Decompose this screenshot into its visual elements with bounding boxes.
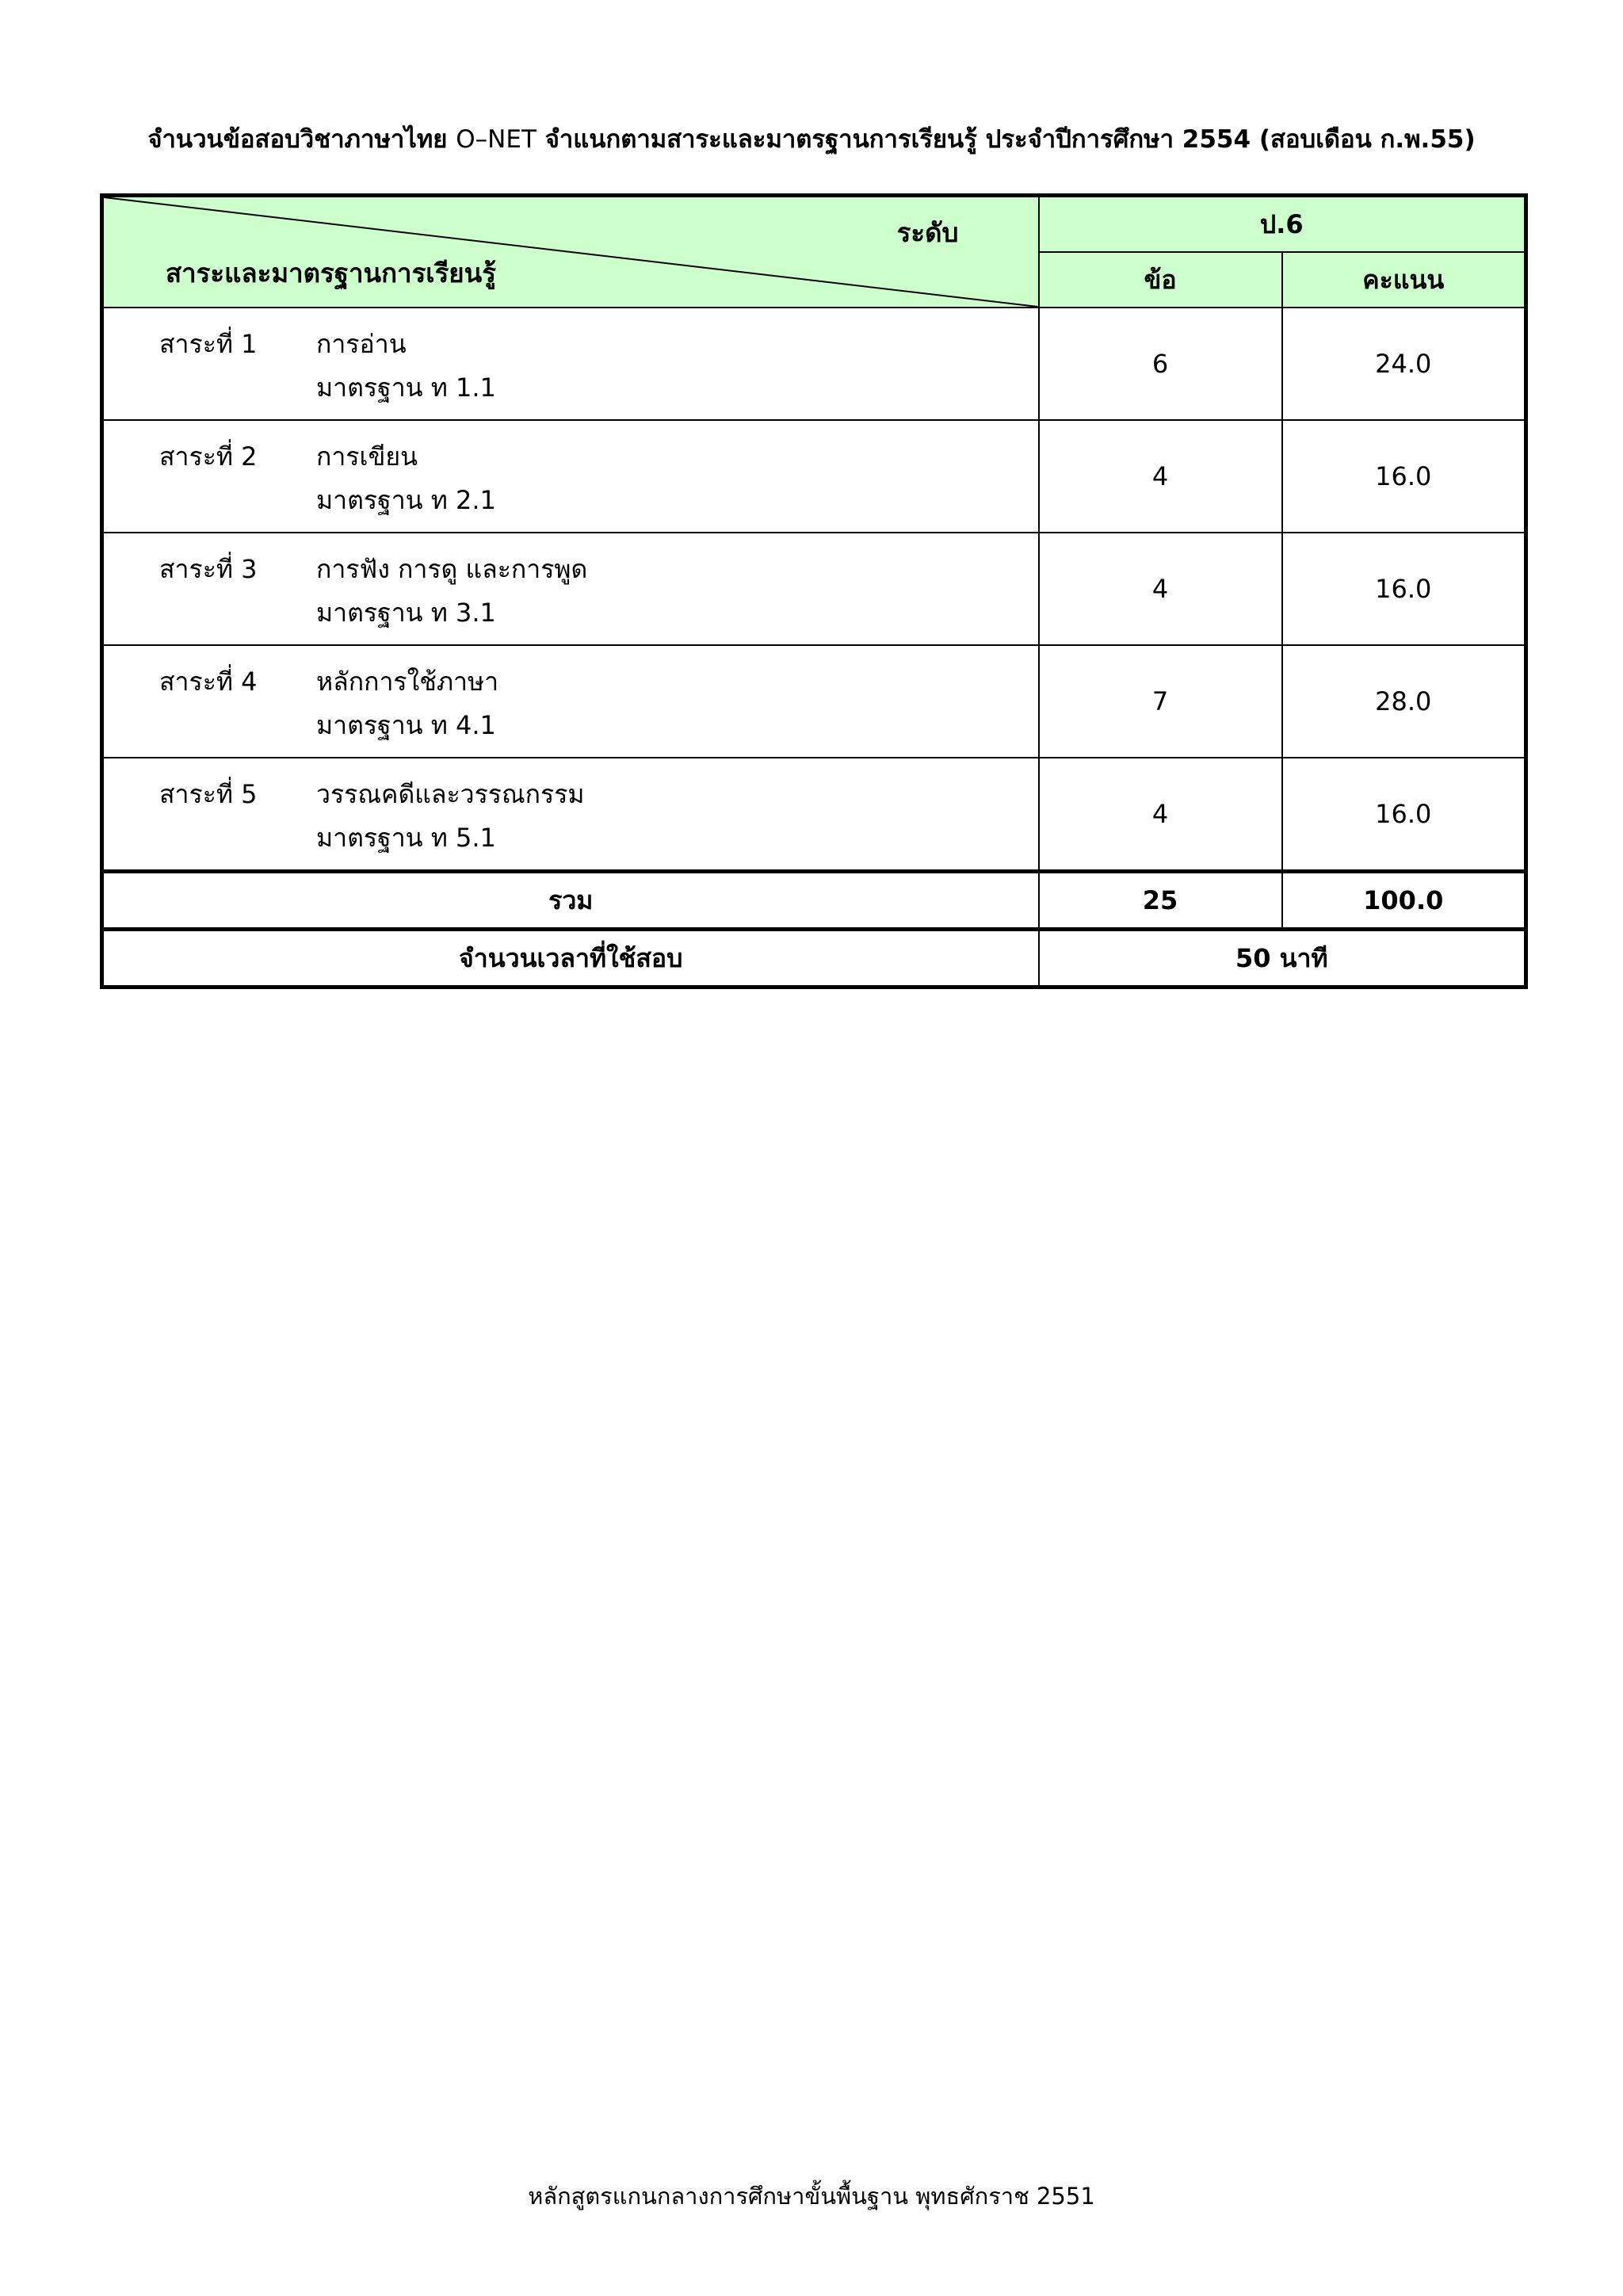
items-cell: 7 <box>1039 645 1282 758</box>
total-row <box>102 872 1526 930</box>
footer-text: หลักสูตรแกนกลางการศึกษาขั้นพื้นฐาน พุทธศักราช 2551 <box>528 2183 1095 2210</box>
standard-label: มาตรฐาน ท 1.1 <box>316 372 496 403</box>
strand-name: การเขียน <box>316 441 418 472</box>
score-cell: 28.0 <box>1282 645 1526 758</box>
strand-cell <box>102 533 1039 645</box>
exam-structure-table <box>100 193 1528 989</box>
strand-name: การอ่าน <box>316 329 407 359</box>
title-part1: จำนวนข้อสอบวิชาภาษาไทย <box>147 125 448 154</box>
table-row <box>102 308 1526 420</box>
items-cell: 4 <box>1039 420 1282 533</box>
items-column-header: ข้อ <box>1039 252 1282 308</box>
standard-label: มาตรฐาน ท 5.1 <box>316 823 496 853</box>
standard-label: มาตรฐาน ท 4.1 <box>316 710 496 740</box>
title-part2: จำแนกตามสาระและมาตรฐานการเรียนรู้ ประจำปีการศึกษา 2554 (สอบเดือน ก.พ.55) <box>544 125 1476 154</box>
table-row <box>102 533 1526 645</box>
total-score: 100.0 <box>1282 872 1526 930</box>
level-header-label: ระดับ <box>896 217 959 248</box>
score-cell: 16.0 <box>1282 533 1526 645</box>
document-title <box>0 119 1623 159</box>
items-cell: 6 <box>1039 308 1282 420</box>
time-row <box>102 930 1526 988</box>
total-items: 25 <box>1039 872 1282 930</box>
standard-label: มาตรฐาน ท 2.1 <box>316 485 496 515</box>
strand-label: สาระที่ 5 <box>159 779 258 809</box>
score-cell: 16.0 <box>1282 420 1526 533</box>
strand-name: วรรณคดีและวรรณกรรม <box>316 779 585 809</box>
strand-label: สาระที่ 1 <box>159 329 258 359</box>
title-onet: O–NET <box>456 125 537 154</box>
score-column-header: คะแนน <box>1282 252 1526 308</box>
score-cell: 16.0 <box>1282 758 1526 872</box>
strand-label: สาระที่ 3 <box>159 554 258 584</box>
table-row <box>102 420 1526 533</box>
strand-name: หลักการใช้ภาษา <box>316 667 499 697</box>
items-cell: 4 <box>1039 758 1282 872</box>
time-label: จำนวนเวลาที่ใช้สอบ <box>102 930 1039 988</box>
items-cell: 4 <box>1039 533 1282 645</box>
table-row <box>102 758 1526 872</box>
strand-label: สาระที่ 4 <box>159 667 258 697</box>
strand-cell <box>102 308 1039 420</box>
time-value: 50 นาที <box>1039 930 1526 988</box>
strand-cell <box>102 758 1039 872</box>
strand-label: สาระที่ 2 <box>159 441 258 472</box>
standard-label: มาตรฐาน ท 3.1 <box>316 598 496 628</box>
score-cell: 24.0 <box>1282 308 1526 420</box>
table-row <box>102 645 1526 758</box>
table-corner-header <box>102 196 1039 308</box>
total-label: รวม <box>102 872 1039 930</box>
strand-cell <box>102 420 1039 533</box>
strand-name: การฟัง การดู และการพูด <box>316 554 588 584</box>
level-header: ป.6 <box>1039 196 1526 253</box>
strand-header-label: สาระและมาตรฐานการเรียนรู้ <box>166 258 496 288</box>
strand-cell <box>102 645 1039 758</box>
